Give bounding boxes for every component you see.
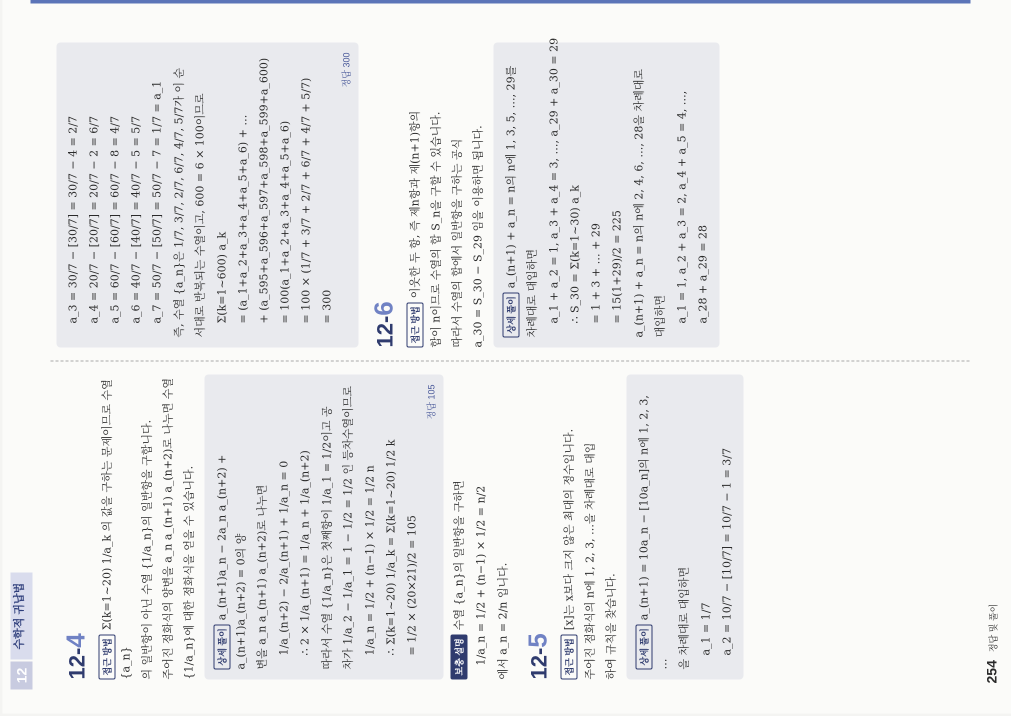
problem-number-main: 12-: [526, 647, 552, 680]
approach-line-1: 접근 방법Σ(k=1~20) 1/a_k 의 값을 구하는 문제이므로 수열 {a_n}: [100, 379, 133, 680]
approach-line: 따라서 수열의 합에서 일반항을 구하는 공식: [450, 138, 464, 348]
equation-line: a_1 + a_2 = 1, a_3 + a_4 = 3, …, a_29 + a_30 = 29: [547, 37, 561, 324]
column-divider: [51, 361, 970, 362]
detail-tag: 상세 풀이: [214, 624, 231, 669]
approach-line: 주어진 점화식의 양변을 a_n a_(n+1) a_(n+2)로 나누면 수열: [161, 377, 175, 680]
supplement-tag: 보충 설명: [451, 634, 468, 679]
page-number: 254: [983, 660, 1000, 684]
approach-line: a_30 = S_30 − S_29 임을 이용하면 됩니다.: [471, 125, 485, 348]
detail-line: 상세 풀이a_(n+1) = 10a_n − [10a_n]의 n에 1, 2, 3, …: [637, 395, 670, 670]
approach-line: 접근 방법이웃한 두 항, 즉 제n항과 제(n+1)항의: [406, 43, 425, 348]
detail-line: 따라서 수열 {1/a_n}은 첫째항이 1/a_1 = 1/2이고 공: [320, 406, 334, 670]
equation-line: 1/a_n = 1/2 + (n−1) × 1/2 = n/2: [474, 485, 488, 666]
equation-line: = 1/2 × (20×21)/2 = 105: [405, 515, 419, 656]
footer-label: 정답 및 풀이: [988, 603, 999, 653]
equation-line: a_1 = 1/7: [699, 602, 713, 656]
equation-line: 1/a_(n+2) − 2/a_(n+1) + 1/a_n = 0: [277, 460, 291, 656]
chapter-number-badge: 12: [11, 662, 33, 690]
approach-line: 주어진 점화식의 n에 1, 2, 3, …을 차례대로 대입: [583, 442, 597, 680]
approach-tag: 접근 방법: [99, 634, 116, 679]
detail-line: 상세 풀이a_(n+1)a_n − 2a_n a_(n+2) + a_(n+1)a_(n+2) = 0의 양: [215, 454, 248, 670]
supplement-line: 보충 설명수열 {a_n}의 일반항을 구하면: [450, 375, 469, 680]
chapter-title: 수학적 귀납법: [11, 573, 33, 660]
problem-number-12-6: [369, 43, 400, 348]
equation-line: a_7 = 50/7 − [50/7] = 50/7 − 7 = 1/7 = a_1: [150, 80, 164, 324]
equation-line: ∴ 2 × 1/a_(n+1) = 1/a_n + 1/a_(n+2): [298, 450, 312, 656]
equation-line: = 1 + 3 + … + 29: [589, 223, 603, 324]
approach-line: 합이 n이므로 수열의 합 S_n을 구할 수 있습니다.: [429, 111, 443, 348]
detail-solution-box: [627, 375, 744, 680]
detail-line: 차례대로 대입하면: [525, 248, 539, 338]
approach-line: 의 일반항이 아닌 수열 {1/a_n}의 일반항을 구합니다.: [140, 419, 154, 680]
equation-line: + (a_595+a_596+a_597+a_598+a_599+a_600): [257, 57, 271, 324]
problem-number-main: 12-: [64, 647, 90, 680]
equation-line: a_5 = 60/7 − [60/7] = 60/7 − 8 = 4/7: [108, 116, 122, 324]
detail-line: 상세 풀이a_(n+1) + a_n = n의 n에 1, 3, 5, …, 29를: [502, 53, 521, 338]
answer-reference: 정답 300: [341, 52, 352, 88]
equation-line: a_6 = 40/7 − [40/7] = 40/7 − 5 = 5/7: [129, 116, 143, 324]
equation-line: 1/a_n = 1/2 + (n−1) × 1/2 = 1/2 n: [363, 465, 377, 656]
equation-line: ∴ Σ(k=1~20) 1/a_k = Σ(k=1~20) 1/2 k: [384, 439, 398, 656]
equation-line: = 100(a_1+a_2+a_3+a_4+a_5+a_6): [278, 120, 292, 324]
detail-line: 대입하면: [653, 294, 667, 338]
detail-solution-box: [494, 37, 720, 348]
detail-line: 차가 1/a_2 − 1/a_1 = 1 − 1/2 = 1/2 인 등차수열이므로: [341, 385, 355, 670]
approach-tag: 접근 방법: [561, 634, 578, 679]
approach-line: 하여 규칙을 찾습니다.: [604, 573, 618, 680]
equation-line: a_28 + a_29 = 28: [696, 224, 710, 324]
equation-line: a_2 = 10/7 − [10/7] = 10/7 − 1 = 3/7: [720, 448, 734, 656]
detail-line: 을 차례대로 대입하면: [677, 566, 691, 670]
problem-number-sub: 5: [522, 633, 553, 648]
problem-number-12-4: [61, 375, 92, 680]
approach-line: {1/a_n}에 대한 점화식을 얻을 수 있습니다.: [182, 465, 196, 680]
equation-line: a_3 = 30/7 − [30/7] = 30/7 − 4 = 2/7: [66, 116, 80, 324]
equation-line: = 300: [320, 289, 334, 324]
detail-line: a_(n+1) + a_n = n의 n에 2, 4, 6, …, 28을 차례대로: [632, 68, 646, 338]
equation-line: = 15(1+29)/2 = 225: [610, 210, 624, 324]
equation-line: = 100 × (1/7 + 3/7 + 2/7 + 6/7 + 4/7 + 5/7): [299, 77, 313, 324]
page-header: [3, 0, 39, 714]
detail-tag: 상세 풀이: [636, 624, 653, 669]
equation-line: a_4 = 20/7 − [20/7] = 20/7 − 2 = 6/7: [87, 116, 101, 324]
detail-line: 즉, 수열 {a_n}은 1/7, 3/7, 2/7, 6/7, 4/7, 5/7가 이 순: [172, 67, 186, 338]
continued-solution-box: [57, 43, 359, 348]
approach-tag: 접근 방법: [407, 302, 424, 347]
supplement-line: 에서 a_n = 2/n 입니다.: [496, 562, 510, 680]
detail-solution-box: [205, 375, 444, 680]
page-edge-accent-bar: [31, 0, 971, 4]
right-column: [51, 37, 970, 348]
page-footer: [984, 604, 1000, 684]
equation-line: = (a_1+a_2+a_3+a_4+a_5+a_6) + …: [236, 114, 250, 324]
rotated-textbook-page: [3, 0, 1011, 714]
problem-number-sub: 4: [60, 633, 91, 648]
approach-line: 접근 방법[x]는 x보다 크지 않은 최대의 정수입니다.: [560, 375, 579, 680]
problem-number-12-5: [523, 375, 554, 680]
equation-line: a_1 = 1, a_2 + a_3 = 2, a_4 + a_5 = 4, …,: [675, 90, 689, 324]
detail-tag: 상세 풀이: [503, 292, 520, 337]
equation-line: ∴ S_30 = Σ(k=1~30) a_k: [568, 185, 582, 324]
left-column: [51, 375, 970, 680]
answer-reference: 정답 105: [426, 384, 437, 420]
equation-line: Σ(k=1~600) a_k: [215, 231, 229, 324]
problem-number-main: 12-: [372, 315, 398, 348]
problem-number-sub: 6: [368, 301, 399, 316]
detail-line: 서대로 반복되는 수열이고, 600 = 6 × 100이므로: [193, 93, 207, 338]
detail-line: 변을 a_n a_(n+1) a_(n+2)로 나누면: [255, 484, 269, 670]
